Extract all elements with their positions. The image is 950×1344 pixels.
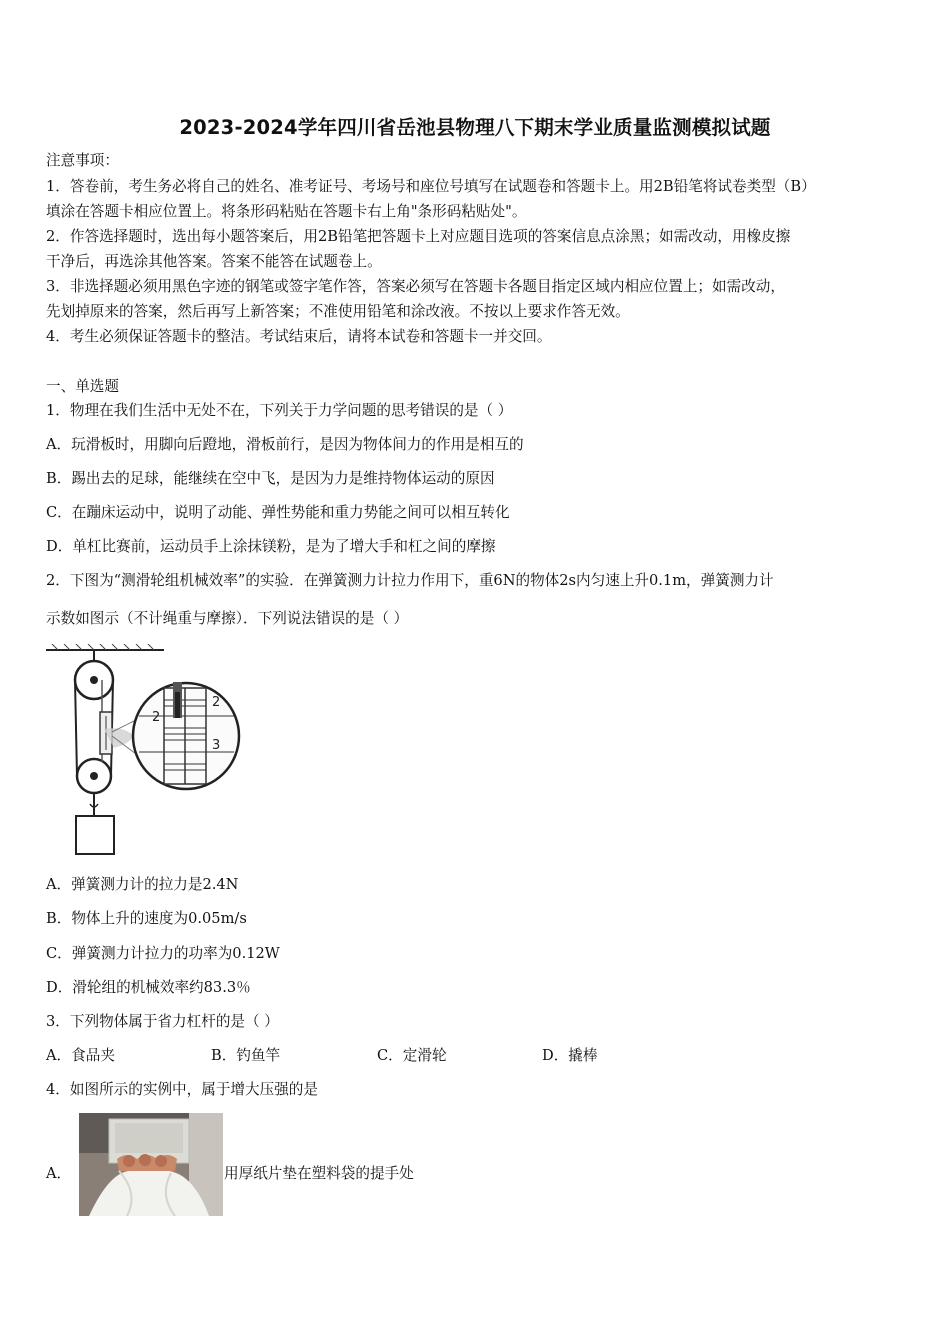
page-title: 2023-2024学年四川省岳池县物理八下期末学业质量监测模拟试题 bbox=[179, 116, 771, 139]
question-2-stem-line-1: 2．下图为“测滑轮组机械效率”的实验．在弹簧测力计拉力作用下，重6N的物体2s内匀速上升0.1m，弹簧测力计 bbox=[46, 572, 774, 589]
section-heading: 一、单选题 bbox=[46, 378, 119, 395]
question-4-option-a-text: 用厚纸片垫在塑料袋的提手处 bbox=[224, 1165, 414, 1182]
notice-line: 4．考生必须保证答题卡的整洁。考试结束后，请将本试卷和答题卡一并交回。 bbox=[46, 328, 552, 345]
scale-label: 3 bbox=[212, 738, 221, 753]
question-3-stem: 3．下列物体属于省力杠杆的是（ ） bbox=[46, 1013, 279, 1030]
notice-heading: 注意事项： bbox=[46, 152, 119, 169]
question-1-option-a: A．玩滑板时，用脚向后蹬地，滑板前行，是因为物体间力的作用是相互的 bbox=[46, 436, 524, 453]
notice-line: 干净后，再选涂其他答案。答案不能答在试题卷上。 bbox=[46, 253, 382, 270]
notice-line: 3．非选择题必须用黑色字迹的钢笔或签字笔作答，答案必须写在答题卡各题目指定区域内相应位置上；如需改动， bbox=[46, 278, 785, 295]
question-2-option-b: B．物体上升的速度为0.05m/s bbox=[46, 910, 247, 927]
question-2-option-d: D．滑轮组的机械效率约83.3％ bbox=[46, 979, 251, 996]
question-1-option-c: C．在蹦床运动中，说明了动能、弹性势能和重力势能之间可以相互转化 bbox=[46, 504, 510, 521]
question-1-option-d: D．单杠比赛前，运动员手上涂抹镁粉，是为了增大手和杠之间的摩擦 bbox=[46, 538, 496, 555]
plastic-bag-photo bbox=[79, 1113, 223, 1216]
notice-line: 先划掉原来的答案，然后再写上新答案；不准使用铅笔和涂改液。不按以上要求作答无效。 bbox=[46, 303, 630, 320]
notice-line: 1．答卷前，考生务必将自己的姓名、准考证号、考场号和座位号填写在试题卷和答题卡上。用2B铅笔将试卷类型（B） bbox=[46, 178, 816, 195]
scale-label: 2 bbox=[152, 710, 161, 725]
question-1-stem: 1．物理在我们生活中无处不在，下列关于力学问题的思考错误的是（ ） bbox=[46, 402, 513, 419]
question-3-option-b: B．钓鱼竿 bbox=[211, 1047, 281, 1064]
question-3-option-a: A．食品夹 bbox=[46, 1047, 115, 1064]
question-2-option-a: A．弹簧测力计的拉力是2.4N bbox=[46, 876, 239, 893]
question-1-option-b: B．踢出去的足球，能继续在空中飞，是因为力是维持物体运动的原因 bbox=[46, 470, 495, 487]
notice-line: 2．作答选择题时，选出每小题答案后，用2B铅笔把答题卡上对应题目选项的答案信息点涂黑；如需改动，用橡皮擦 bbox=[46, 228, 791, 245]
question-2-option-c: C．弹簧测力计拉力的功率为0.12W bbox=[46, 945, 280, 962]
pulley-system-figure bbox=[44, 644, 244, 859]
question-3-option-c: C．定滑轮 bbox=[377, 1047, 447, 1064]
scale-label: 2 bbox=[212, 695, 221, 710]
question-3-option-d: D．撬棒 bbox=[542, 1047, 598, 1064]
question-2-stem-line-2: 示数如图示（不计绳重与摩擦）．下列说法错误的是（ ） bbox=[46, 610, 409, 627]
question-4-stem: 4．如图所示的实例中，属于增大压强的是 bbox=[46, 1081, 318, 1098]
notice-line: 填涂在答题卡相应位置上。将条形码粘贴在答题卡右上角"条形码粘贴处"。 bbox=[46, 203, 527, 220]
question-4-option-a-letter: A． bbox=[46, 1165, 72, 1182]
